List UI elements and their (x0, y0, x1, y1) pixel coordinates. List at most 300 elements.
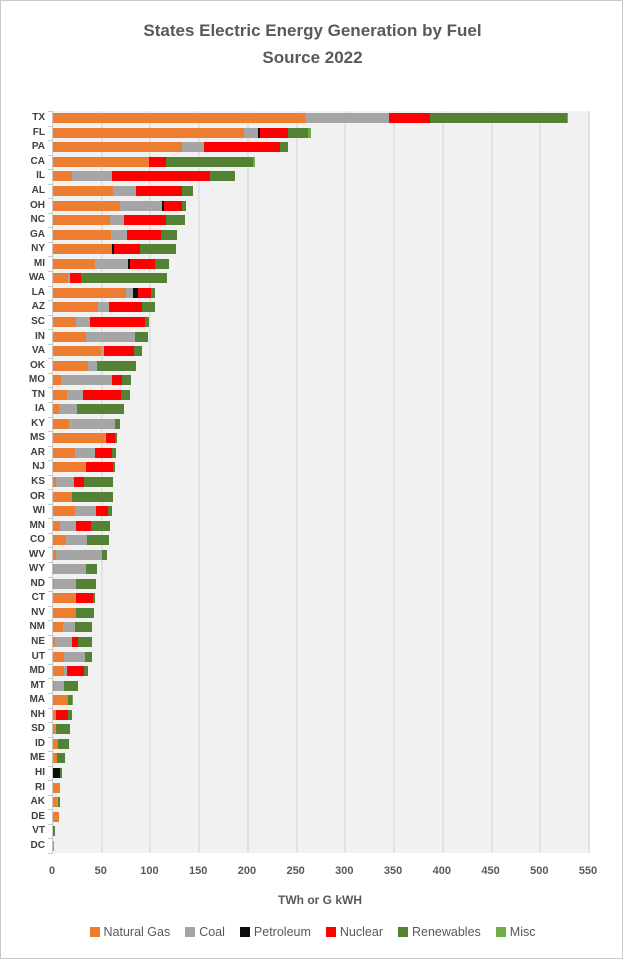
category-label-ms: MS (30, 432, 45, 444)
bar-row-ma (53, 695, 589, 705)
y-axis-tick (48, 489, 53, 490)
y-axis-tick (48, 460, 53, 461)
bar-segment-natural-gas-ny (53, 244, 112, 254)
bar-segment-natural-gas-wi (53, 506, 75, 516)
bar-segment-renewables-wv (102, 550, 107, 560)
bar-segment-coal-mn (60, 521, 77, 531)
bar-row-va (53, 346, 589, 356)
legend-swatch-coal (185, 927, 195, 937)
y-axis-tick (48, 678, 53, 679)
category-label-me: ME (30, 752, 45, 764)
bar-row-al (53, 186, 589, 196)
category-label-ri: RI (35, 781, 45, 793)
bar-segment-natural-gas-ct (53, 593, 76, 603)
bar-row-az (53, 302, 589, 312)
bar-segment-renewables-ks (84, 477, 113, 487)
bar-segment-coal-tn (67, 390, 84, 400)
category-label-co: CO (30, 534, 45, 546)
x-tick-label-50: 50 (94, 865, 107, 877)
bar-row-fl (53, 128, 589, 138)
bar-segment-natural-gas-ca (53, 157, 149, 167)
y-axis-tick (48, 446, 53, 447)
bar-row-wa (53, 273, 589, 283)
y-axis-tick (48, 344, 53, 345)
legend-swatch-renewables (398, 927, 408, 937)
category-label-nv: NV (31, 606, 45, 618)
bar-segment-renewables-wy (86, 564, 97, 574)
bar-segment-coal-ok (88, 361, 97, 371)
bar-segment-petroleum-hi (53, 768, 60, 778)
category-label-de: DE (31, 810, 45, 822)
bar-segment-natural-gas-mn (53, 521, 60, 531)
y-axis-tick (48, 824, 53, 825)
bar-segment-natural-gas-tn (53, 390, 67, 400)
bar-row-vt (53, 826, 589, 836)
bar-segment-natural-gas-or (53, 492, 72, 502)
bar-row-or (53, 492, 589, 502)
x-tick-label-300: 300 (335, 865, 354, 877)
x-tick-label-550: 550 (578, 865, 598, 877)
bar-segment-coal-ne (55, 637, 73, 647)
bar-segment-renewables-md (84, 666, 88, 676)
bar-segment-nuclear-tn (83, 390, 121, 400)
category-label-sc: SC (31, 315, 45, 327)
bar-row-nm (53, 622, 589, 632)
category-label-or: OR (30, 490, 45, 502)
bar-segment-coal-mi (95, 259, 128, 269)
bar-segment-nuclear-wa (70, 273, 82, 283)
y-axis-tick (48, 809, 53, 810)
y-axis-tick (48, 853, 53, 854)
bar-segment-natural-gas-mi (53, 259, 95, 269)
category-label-fl: FL (32, 126, 45, 138)
bar-segment-renewables-nm (75, 622, 92, 632)
bar-row-la (53, 288, 589, 298)
y-axis-tick (48, 213, 53, 214)
legend-swatch-natural-gas (90, 927, 100, 937)
bar-segment-nuclear-sc (90, 317, 145, 327)
bar-segment-coal-fl (244, 128, 258, 138)
category-label-md: MD (29, 665, 45, 677)
x-tick-label-450: 450 (481, 865, 500, 877)
bar-segment-renewables-nj (113, 462, 115, 472)
bar-segment-renewables-al (182, 186, 194, 196)
bar-segment-coal-al (113, 186, 135, 196)
legend-label-natural-gas: Natural Gas (103, 925, 171, 939)
y-axis-tick (48, 126, 53, 127)
bar-row-ia (53, 404, 589, 414)
legend-label-renewables: Renewables (411, 925, 481, 939)
category-label-ar: AR (30, 446, 45, 458)
bar-segment-renewables-ga (161, 230, 177, 240)
y-axis-tick (48, 155, 53, 156)
bar-segment-natural-gas-ms (53, 433, 105, 443)
y-axis-tick (48, 300, 53, 301)
bar-segment-renewables-wi (108, 506, 113, 516)
legend-swatch-petroleum (240, 927, 250, 937)
bar-segment-renewables-id (58, 739, 69, 749)
bar-segment-nuclear-ks (74, 477, 84, 487)
x-axis-title: TWh or G kWH (278, 893, 362, 907)
bar-segment-renewables-or (72, 492, 114, 502)
bar-segment-nuclear-mo (112, 375, 122, 385)
bar-row-in (53, 332, 589, 342)
category-label-ga: GA (30, 228, 45, 240)
x-axis-tick-labels (48, 865, 598, 881)
bar-segment-nuclear-pa (204, 142, 280, 152)
bar-segment-nuclear-la (138, 288, 152, 298)
bar-segment-coal-nc (110, 215, 125, 225)
bar-row-wy (53, 564, 589, 574)
y-axis-tick (48, 533, 53, 534)
category-label-nj: NJ (32, 461, 45, 473)
bar-row-ga (53, 230, 589, 240)
category-label-hi: HI (35, 766, 45, 778)
bar-segment-misc-tx (567, 113, 568, 123)
bar-segment-natural-gas-oh (53, 201, 120, 211)
bar-row-me (53, 753, 589, 763)
x-tick-label-150: 150 (188, 865, 208, 877)
legend-label-petroleum: Petroleum (253, 925, 311, 939)
legend-label-nuclear: Nuclear (339, 925, 383, 939)
bar-segment-coal-mt (54, 681, 64, 691)
bar-segment-coal-in (86, 332, 135, 342)
bar-segment-coal-wy (54, 564, 86, 574)
bar-segment-nuclear-mi (130, 259, 155, 269)
category-label-wv: WV (28, 548, 45, 560)
bar-segment-natural-gas-ri (53, 783, 60, 793)
bar-segment-natural-gas-ar (53, 448, 75, 458)
bar-segment-natural-gas-al (53, 186, 113, 196)
category-label-ut: UT (31, 650, 45, 662)
bar-row-il (53, 171, 589, 181)
bar-segment-coal-tx (305, 113, 389, 123)
y-axis-tick (48, 169, 53, 170)
bar-segment-renewables-ar (112, 448, 116, 458)
bar-segment-natural-gas-tx (53, 113, 305, 123)
y-axis-tick (48, 256, 53, 257)
bar-row-ct (53, 593, 589, 603)
bar-row-nv (53, 608, 589, 618)
category-label-id: ID (35, 737, 45, 749)
bar-segment-renewables-ak (58, 797, 60, 807)
y-axis-tick (48, 591, 53, 592)
bar-row-ms (53, 433, 589, 443)
bar-row-pa (53, 142, 589, 152)
plot-area (52, 111, 589, 853)
category-label-az: AZ (31, 301, 45, 313)
bar-row-co (53, 535, 589, 545)
bar-segment-nuclear-tx (389, 113, 430, 123)
y-axis-tick (48, 606, 53, 607)
bar-segment-renewables-mo (122, 375, 131, 385)
y-axis-tick (48, 431, 53, 432)
bar-segment-nuclear-oh (164, 201, 182, 211)
bar-segment-coal-sc (76, 317, 90, 327)
bar-segment-natural-gas-az (53, 302, 98, 312)
x-tick-label-200: 200 (237, 865, 257, 877)
y-axis-tick (48, 387, 53, 388)
y-axis-tick (48, 620, 53, 621)
y-axis-tick (48, 838, 53, 839)
y-axis-tick (48, 737, 53, 738)
bar-segment-nuclear-md (67, 666, 85, 676)
category-label-ma: MA (29, 694, 45, 706)
bar-row-ak (53, 797, 589, 807)
bar-segment-nuclear-fl (260, 128, 288, 138)
y-axis-tick (48, 358, 53, 359)
category-label-ks: KS (31, 476, 45, 487)
bar-segment-coal-la (126, 288, 133, 298)
bar-segment-natural-gas-md (53, 666, 64, 676)
x-tick-label-100: 100 (140, 865, 159, 877)
y-axis-tick (48, 766, 53, 767)
bar-row-tx (53, 113, 589, 123)
y-axis-tick (48, 780, 53, 781)
legend-label-coal: Coal (199, 925, 225, 939)
category-label-al: AL (31, 185, 45, 197)
y-axis-tick (48, 751, 53, 752)
category-label-ky: KY (31, 417, 45, 429)
bar-segment-coal-wi (75, 506, 95, 516)
bar-segment-natural-gas-nc (53, 215, 110, 225)
category-label-mo: MO (28, 374, 45, 386)
legend-item-nuclear (326, 925, 383, 939)
category-label-la: LA (31, 286, 45, 298)
bar-segment-coal-nd (54, 579, 76, 589)
bar-segment-coal-ks (56, 477, 75, 487)
bar-segment-renewables-ct (93, 593, 95, 603)
bar-segment-renewables-tx (430, 113, 566, 123)
bar-segment-misc-ma (72, 695, 73, 705)
bar-row-sd (53, 724, 589, 734)
category-label-wa: WA (28, 272, 45, 284)
bar-segment-renewables-mt (64, 681, 79, 691)
bar-segment-natural-gas-ok (53, 361, 88, 371)
bar-segment-renewables-sc (145, 317, 150, 327)
bar-row-id (53, 739, 589, 749)
bar-segment-coal-az (98, 302, 109, 312)
bar-segment-renewables-nd (76, 579, 95, 589)
bar-segment-renewables-tn (121, 390, 130, 400)
bar-segment-nuclear-nh (56, 710, 68, 720)
category-label-ok: OK (30, 359, 45, 371)
legend-item-coal (185, 925, 225, 939)
bar-segment-natural-gas-pa (53, 142, 182, 152)
bar-segment-nuclear-va (104, 346, 134, 356)
y-axis-tick (48, 286, 53, 287)
bar-segment-coal-ia (59, 404, 78, 414)
bar-segment-renewables-vt (53, 826, 55, 836)
y-axis-tick (48, 227, 53, 228)
category-label-pa: PA (31, 141, 45, 153)
bar-row-mn (53, 521, 589, 531)
bar-segment-nuclear-il (112, 171, 209, 181)
bar-segment-renewables-in (135, 332, 148, 342)
bar-segment-natural-gas-in (53, 332, 86, 342)
bar-row-hi (53, 768, 589, 778)
category-label-mi: MI (33, 257, 45, 269)
bar-segment-nuclear-wi (96, 506, 108, 516)
legend-item-petroleum (240, 925, 311, 939)
bar-segment-misc-ca (253, 157, 255, 167)
bar-segment-renewables-ok (97, 361, 136, 371)
category-label-nh: NH (30, 708, 45, 720)
bar-row-ny (53, 244, 589, 254)
category-label-in: IN (35, 330, 45, 342)
bar-row-nd (53, 579, 589, 589)
bar-segment-natural-gas-co (53, 535, 66, 545)
bar-segment-renewables-ia (77, 404, 124, 414)
bar-segment-renewables-mi (155, 259, 169, 269)
y-axis-tick (48, 315, 53, 316)
legend (1, 921, 623, 943)
category-label-ne: NE (31, 636, 45, 648)
bar-segment-natural-gas-la (53, 288, 126, 298)
bar-row-oh (53, 201, 589, 211)
bar-segment-coal-nm (63, 622, 76, 632)
y-axis-tick (48, 417, 53, 418)
bar-segment-natural-gas-va (53, 346, 101, 356)
bar-row-md (53, 666, 589, 676)
x-tick-label-0: 0 (48, 865, 56, 877)
bar-row-de (53, 812, 589, 822)
category-label-va: VA (31, 345, 45, 357)
bar-row-ok (53, 361, 589, 371)
x-tick-label-350: 350 (383, 865, 403, 877)
bar-segment-renewables-ne (78, 637, 92, 647)
y-axis-tick (48, 271, 53, 272)
bar-row-mt (53, 681, 589, 691)
bar-segment-coal-wv (56, 550, 102, 560)
bar-row-ks (53, 477, 589, 487)
bar-segment-natural-gas-wa (53, 273, 68, 283)
bar-segment-renewables-me (57, 753, 65, 763)
bar-segment-natural-gas-de (53, 812, 59, 822)
bar-segment-natural-gas-sc (53, 317, 76, 327)
y-axis-tick (48, 547, 53, 548)
y-axis-tick (48, 373, 53, 374)
legend-item-renewables (398, 925, 481, 939)
bar-segment-renewables-pa (280, 142, 288, 152)
bar-row-sc (53, 317, 589, 327)
y-axis-tick (48, 111, 53, 112)
bar-segment-nuclear-nc (124, 215, 166, 225)
bar-row-ut (53, 652, 589, 662)
bar-segment-coal-oh (120, 201, 162, 211)
y-axis-tick (48, 577, 53, 578)
bar-segment-natural-gas-ma (53, 695, 68, 705)
legend-label-misc: Misc (509, 925, 536, 939)
category-label-nm: NM (29, 621, 45, 633)
y-axis-labels (1, 111, 45, 853)
bar-row-mi (53, 259, 589, 269)
bar-segment-natural-gas-fl (53, 128, 244, 138)
y-axis-tick (48, 140, 53, 141)
category-label-nc: NC (30, 214, 45, 226)
bar-row-mo (53, 375, 589, 385)
y-axis-tick (48, 402, 53, 403)
chart-title-line1: States Electric Energy Generation by Fuel (143, 21, 482, 40)
bar-row-ri (53, 783, 589, 793)
bar-segment-coal-mo (61, 375, 113, 385)
category-label-oh: OH (30, 199, 45, 211)
category-label-mn: MN (29, 519, 45, 531)
category-label-ny: NY (31, 243, 45, 255)
bar-segment-coal-ga (111, 230, 127, 240)
bar-segment-nuclear-ct (76, 593, 93, 603)
bar-segment-renewables-ut (85, 652, 92, 662)
bar-row-ca (53, 157, 589, 167)
bar-segment-nuclear-al (136, 186, 182, 196)
bar-segment-renewables-fl (288, 128, 308, 138)
bar-segment-coal-ut (64, 652, 85, 662)
bar-segment-renewables-nh (68, 710, 72, 720)
category-label-dc: DC (30, 839, 45, 851)
bar-row-ar (53, 448, 589, 458)
category-label-nd: ND (30, 577, 45, 589)
bar-segment-misc-fl (308, 128, 311, 138)
y-axis-tick (48, 649, 53, 650)
bar-segment-coal-co (66, 535, 87, 545)
x-tick-label-400: 400 (432, 865, 451, 877)
bar-segment-renewables-co (87, 535, 108, 545)
bar-row-nc (53, 215, 589, 225)
bar-segment-renewables-ms (115, 433, 117, 443)
bar-segment-renewables-va (134, 346, 142, 356)
bar-segment-renewables-la (151, 288, 155, 298)
bar-segment-renewables-oh (182, 201, 187, 211)
bar-row-tn (53, 390, 589, 400)
y-axis-tick (48, 329, 53, 330)
y-axis-tick (48, 562, 53, 563)
bar-row-wi (53, 506, 589, 516)
y-axis-tick (48, 722, 53, 723)
bar-segment-renewables-wa (81, 273, 167, 283)
bar-segment-nuclear-az (109, 302, 142, 312)
category-label-ak: AK (30, 796, 45, 808)
bar-segment-renewables-sd (56, 724, 70, 734)
x-tick-label-500: 500 (530, 865, 549, 877)
category-label-vt: VT (32, 825, 45, 837)
bar-segment-natural-gas-ut (53, 652, 64, 662)
category-label-mt: MT (30, 679, 45, 691)
category-label-ca: CA (30, 155, 45, 167)
category-label-wi: WI (32, 505, 45, 517)
bar-segment-renewables-hi (60, 768, 62, 778)
bar-segment-renewables-il (210, 171, 235, 181)
y-axis-tick (48, 795, 53, 796)
y-axis-tick (48, 198, 53, 199)
bar-segment-renewables-az (142, 302, 156, 312)
x-tick-label-250: 250 (286, 865, 305, 877)
bar-segment-nuclear-mn (76, 521, 91, 531)
bar-row-ne (53, 637, 589, 647)
bar-row-wv (53, 550, 589, 560)
bar-segment-nuclear-ms (106, 433, 116, 443)
bar-row-nj (53, 462, 589, 472)
bar-segment-renewables-nv (76, 608, 94, 618)
y-axis-tick (48, 504, 53, 505)
bar-segment-natural-gas-mo (53, 375, 61, 385)
bar-segment-coal-ar (75, 448, 94, 458)
category-label-wy: WY (28, 563, 45, 575)
bar-segment-natural-gas-ga (53, 230, 111, 240)
bar-row-dc (53, 841, 589, 851)
category-label-tx: TX (32, 112, 45, 124)
legend-swatch-nuclear (326, 927, 336, 937)
bar-segment-renewables-nc (166, 215, 185, 225)
